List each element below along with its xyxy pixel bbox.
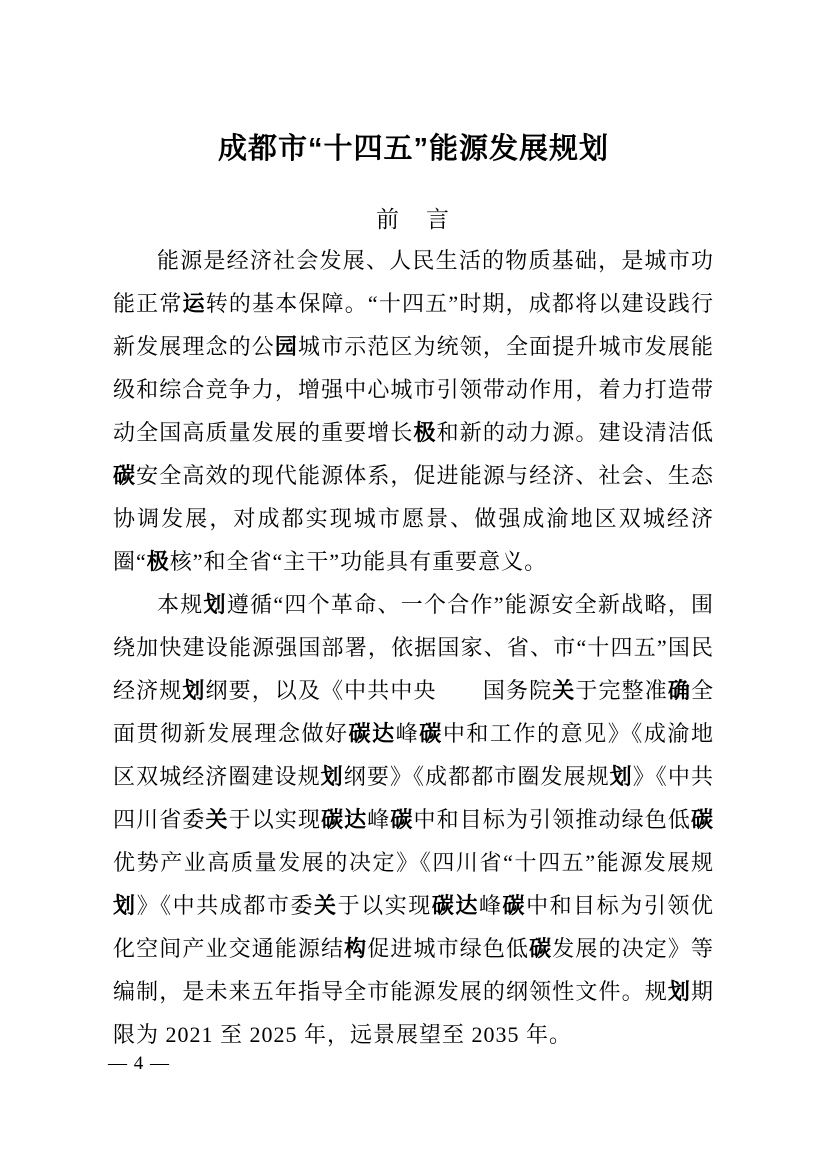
section-heading-preface: 前 言 — [376, 207, 451, 232]
document-title: 成都市“十四五”能源发展规划 — [217, 133, 609, 165]
document-body — [113, 239, 714, 1056]
page-number: — 4 — — [108, 1053, 170, 1074]
paragraph-1: 能源是经济社会发展、人民生活的物质基础，是城市功能正常运转的基本保障。“十四五”时期，成都将以建设践行新发展理念的公园城市示范区为统领，全面提升城市发展能级和综合竞争力，增强中心城市引领带动作用，着力打造带动全国高质量发展的重要增长极和新的动力源。建设清洁低碳安全高效的现代能源体系，促进能源与经济、社会、生态协调发展，对成都实现城市愿景、做强成渝地区双城经济圈“极核”和全省“主干”功能具有重要意义。 — [113, 248, 714, 574]
paragraph-2: 本规划遵循“四个革命、一个合作”能源安全新战略，围绕加快建设能源强国部署，依据国家、省、市“十四五”国民经济规划纲要，以及《中共中央 国务院关于完整准确全面贯彻新发展理念做好碳达峰碳中和工作的意见》《成渝地区双城经济圈建设规划纲要》《成都都市圈发展规划》《中共四川省委关于以实现碳达峰碳中和目标为引领推动绿色低碳优势产业高质量发展的决定》《四川省“十四五”能源发展规划》《中共成都市委关于以实现碳达峰碳中和目标为引领优化空间产业交通能源结构促进城市绿色低碳发展的决定》等编制，是未来五年指导全市能源发展的纲领性文件。规划期限为 2021 至 2025 年，远景展望至 2035 年。 — [113, 592, 714, 1047]
